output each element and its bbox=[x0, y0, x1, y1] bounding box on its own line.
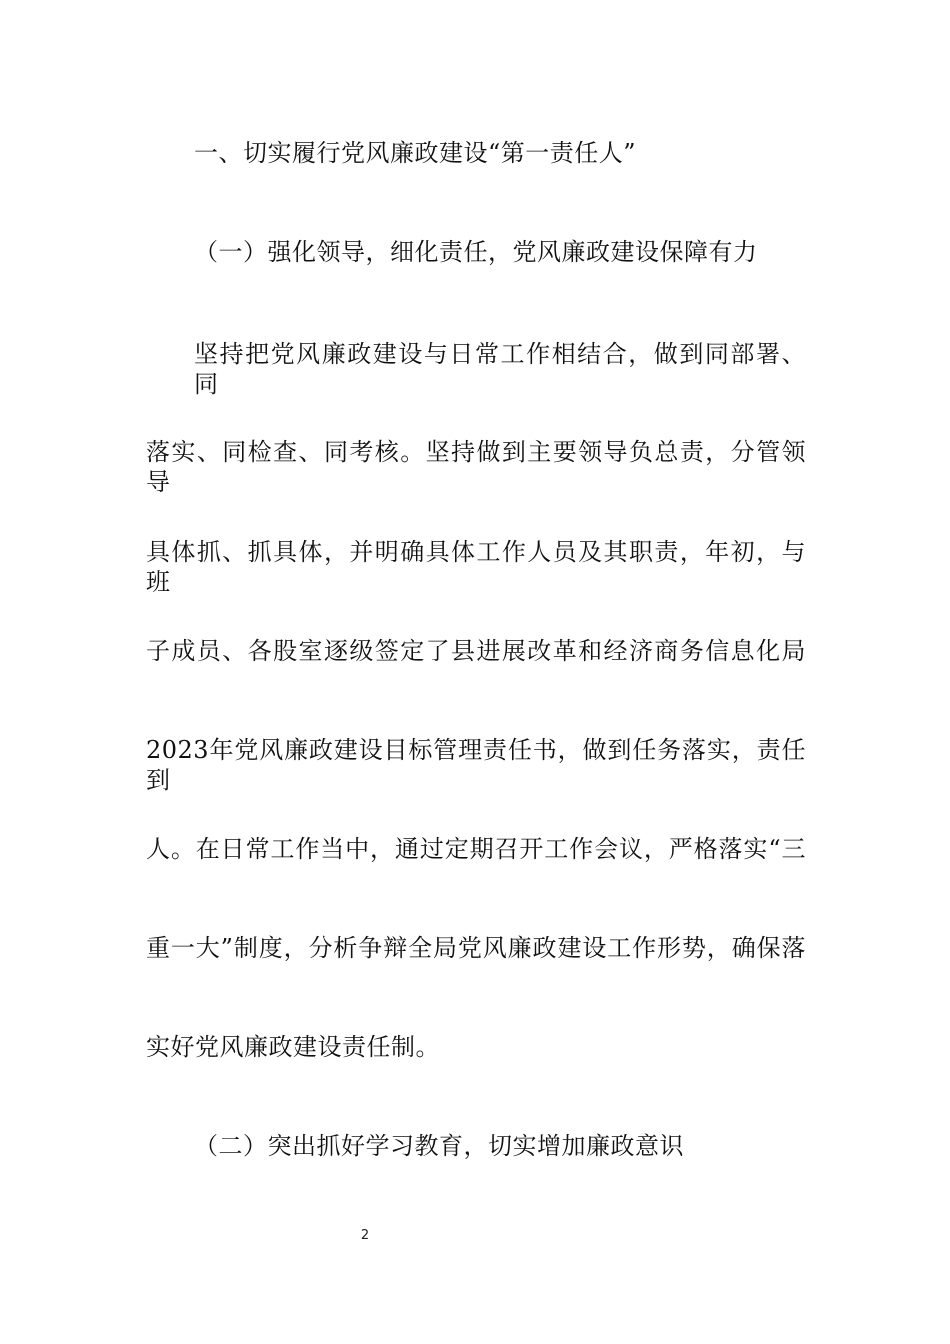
paragraph-line-2: 落实、同检查、同考核。坚持做到主要领导负总责，分管领导 bbox=[146, 438, 806, 496]
subsection-heading-2: （二）突出抓好学习教育，切实增加廉政意识 bbox=[194, 1132, 684, 1160]
paragraph-line-7: 重一大”制度，分析争辩全局党风廉政建设工作形势，确保落 bbox=[146, 934, 806, 962]
paragraph-line-3: 具体抓、抓具体，并明确具体工作人员及其职责，年初，与班 bbox=[146, 538, 806, 596]
page-number: 2 bbox=[360, 1228, 370, 1243]
subsection-heading-1: （一）强化领导，细化责任，党风廉政建设保障有力 bbox=[194, 238, 758, 266]
paragraph-line-8: 实好党风廉政建设责任制。 bbox=[146, 1033, 440, 1061]
paragraph-line-4: 子成员、各股室逐级签定了县进展改革和经济商务信息化局 bbox=[146, 637, 806, 665]
section-heading: 一、切实履行党风廉政建设“第一责任人” bbox=[194, 139, 637, 167]
paragraph-line-1: 坚持把党风廉政建设与日常工作相结合，做到同部署、同 bbox=[194, 340, 806, 398]
paragraph-line-5: 2023年党风廉政建设目标管理责任书，做到任务落实，责任到 bbox=[146, 736, 806, 794]
paragraph-line-6: 人。在日常工作当中，通过定期召开工作会议，严格落实“三 bbox=[146, 835, 806, 863]
